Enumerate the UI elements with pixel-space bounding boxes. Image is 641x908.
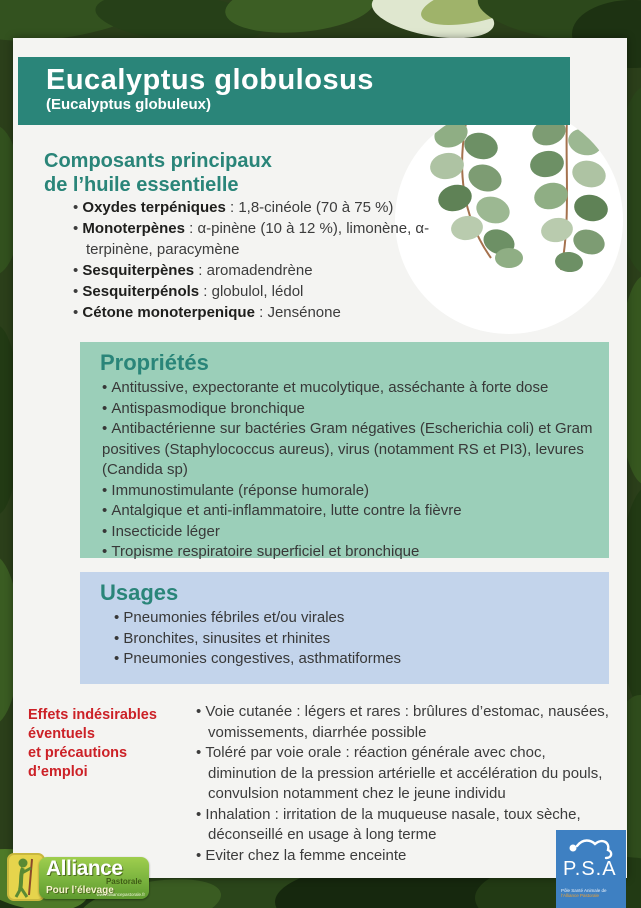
alliance-pastorale-label: Pastorale [105,877,142,886]
effets-heading-line: Effets indésirables [28,707,157,723]
composants-heading-line1: Composants principaux [44,150,272,172]
alliance-tagline: Pour l’élevage [46,885,114,896]
composants-heading [44,149,272,197]
psa-logo [556,830,626,908]
psa-tagline-accent: l’Alliance Pastorale [561,893,600,898]
list-item: • Pneumonies fébriles et/ou virales [114,608,614,629]
list-item: • Eviter chez la femme enceinte [196,846,616,867]
proprietes-heading: Propriétés [100,350,209,375]
list-item: • Insecticide léger [102,522,602,543]
title-banner [18,57,570,125]
list-item: • Oxydes terpéniques : 1,8-cinéole (70 à 75 %) [73,197,441,218]
proprietes-section [80,342,609,558]
psa-doodle-icon [568,834,616,860]
list-item: • Antibactérienne sur bactéries Gram négatives (Escherichia coli) et Gram positives (Staphylococcus aureus), virus (notamment RS et PI3), levures (Candida sp) [102,419,602,481]
list-item: • Bronchites, sinusites et rhinites [114,629,614,650]
list-item: • Monoterpènes : α-pinène (10 à 12 %), limonène, α-terpinène, paracymène [73,218,441,260]
page-subtitle: (Eucalyptus globuleux) [46,96,212,113]
list-item: • Inhalation : irritation de la muqueuse nasale, toux sèche, déconseillé en usage à long terme [196,805,616,846]
composants-list [73,197,441,323]
list-item: • Voie cutanée : légers et rares : brûlures d’estomac, nausées, vomissements, diarrhée possible [196,702,616,743]
proprietes-list [102,378,602,563]
psa-tagline [561,888,621,898]
effets-list [196,702,616,866]
psa-name: P.S.A [563,858,617,880]
alliance-plate [39,857,149,899]
effets-heading-line: et précautions [28,745,128,761]
alliance-url: www.alliancepastorale.fr [96,892,145,897]
alliance-pastorale-logo [7,852,149,902]
effets-heading [28,706,178,782]
list-item: • Antispasmodique bronchique [102,399,602,420]
page-title: Eucalyptus globulosus [46,64,374,96]
usages-list [114,608,614,670]
effets-heading-line: éventuels [28,726,95,742]
list-item: • Sesquiterpènes : aromadendrène [73,260,441,281]
list-item: • Tropisme respiratoire superficiel et bronchique [102,542,602,563]
list-item: • Toléré par voie orale : réaction générale avec choc, diminution de la pression artérielle et accélération du pouls, convulsion notamment chez le jeune individu [196,743,616,805]
list-item: • Sesquiterpénols : globulol, lédol [73,281,441,302]
alliance-name: Alliance [46,857,123,880]
effets-heading-line: d’emploi [28,764,88,780]
info-card [13,38,627,878]
list-item: • Antalgique et anti-inflammatoire, lutte contre la fièvre [102,501,602,522]
list-item: • Immunostimulante (réponse humorale) [102,481,602,502]
list-item: • Antitussive, expectorante et mucolytique, asséchante à forte dose [102,378,602,399]
usages-section [80,572,609,684]
psa-tagline-left: Pôle Santé Animale de [561,888,607,893]
usages-heading: Usages [100,580,179,605]
list-item: • Pneumonies congestives, asthmatiformes [114,649,614,670]
list-item: • Cétone monoterpenique : Jensénone [73,302,441,323]
composants-heading-line2: de l’huile essentielle [44,174,239,196]
